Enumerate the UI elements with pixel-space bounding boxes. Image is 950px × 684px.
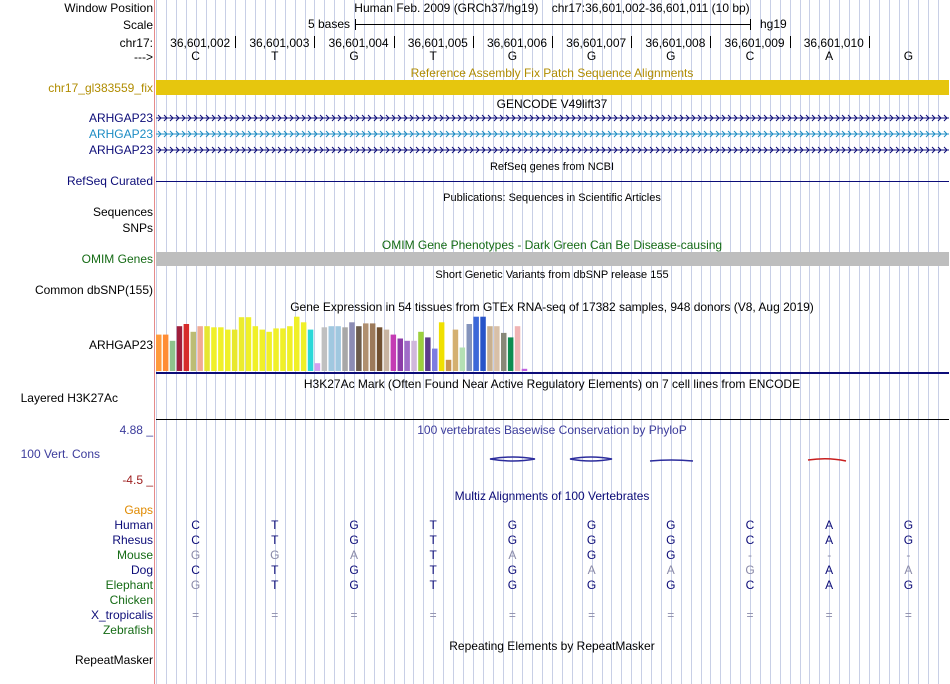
- multiz-aligned-base: A: [666, 563, 675, 577]
- multiz-species-label[interactable]: Chicken: [109, 593, 153, 607]
- multiz-aligned-base: G: [190, 578, 201, 592]
- gtex-tissue-bar[interactable]: [273, 328, 279, 371]
- multiz-aligned-base: -: [906, 548, 911, 562]
- refseq-track-label[interactable]: RefSeq Curated: [66, 174, 153, 188]
- multiz-aligned-base: T: [429, 548, 437, 562]
- multiz-aligned-base: G: [903, 518, 914, 532]
- label-divider: [154, 0, 155, 684]
- gtex-tissue-bar[interactable]: [467, 324, 473, 371]
- refseq-track-title[interactable]: RefSeq genes from NCBI: [489, 161, 615, 173]
- publications-snps-label[interactable]: SNPs: [122, 221, 153, 235]
- h3k27ac-track-title[interactable]: H3K27Ac Mark (Often Found Near Active Regulatory Elements) on 7 cell lines from ENCODE: [303, 377, 801, 391]
- gtex-tissue-bar[interactable]: [177, 326, 183, 371]
- gtex-tissue-bar[interactable]: [218, 327, 224, 371]
- multiz-aligned-base: G: [666, 578, 676, 592]
- multiz-aligned-base: C: [745, 518, 755, 532]
- multiz-aligned-base: =: [429, 608, 437, 622]
- reference-base: C: [191, 49, 200, 63]
- multiz-aligned-base: C: [745, 578, 755, 592]
- multiz-aligned-base: C: [745, 533, 755, 547]
- gtex-tissue-bar[interactable]: [480, 317, 486, 371]
- multiz-aligned-base: C: [191, 563, 200, 577]
- multiz-aligned-base: G: [666, 533, 676, 547]
- gtex-tissue-bar[interactable]: [260, 330, 266, 371]
- multiz-aligned-base: G: [349, 533, 359, 547]
- multiz-aligned-base: A: [904, 563, 913, 577]
- multiz-aligned-base: A: [587, 563, 596, 577]
- multiz-aligned-base: -: [748, 548, 752, 562]
- gtex-tissue-bar[interactable]: [308, 330, 314, 371]
- multiz-aligned-base: G: [507, 563, 518, 577]
- reference-base: G: [903, 49, 914, 63]
- multiz-aligned-base: G: [586, 518, 597, 532]
- phylop-peak-1: [490, 457, 535, 461]
- multiz-species-label[interactable]: Zebrafish: [102, 623, 153, 637]
- gtex-tissue-bar[interactable]: [494, 326, 500, 371]
- multiz-aligned-base: G: [507, 533, 518, 547]
- multiz-aligned-base: A: [508, 548, 517, 562]
- refseq-gene-line[interactable]: [156, 181, 949, 182]
- scale-bar-left-tick: [355, 19, 356, 30]
- gtex-tissue-bar[interactable]: [501, 333, 507, 371]
- multiz-aligned-base: G: [270, 548, 280, 562]
- gtex-tissue-bar[interactable]: [197, 326, 203, 371]
- gtex-tissue-bar[interactable]: [266, 332, 272, 371]
- coordinate-tick-label: 36,601,003: [249, 36, 310, 50]
- coordinate-tick: [473, 36, 474, 48]
- fix-patch-track-label[interactable]: chr17_gl383559_fix: [48, 81, 153, 95]
- multiz-species-label[interactable]: Mouse: [116, 548, 153, 562]
- coordinate-tick: [710, 36, 711, 48]
- multiz-aligned-base: G: [666, 518, 676, 532]
- gtex-tissue-bar[interactable]: [349, 322, 355, 371]
- gtex-tissue-bar[interactable]: [398, 339, 404, 372]
- multiz-aligned-base: =: [350, 608, 358, 622]
- multiz-aligned-base: =: [588, 608, 596, 622]
- strand-arrow-label: --->: [134, 50, 153, 64]
- reference-base: C: [745, 49, 755, 63]
- gencode-transcripts[interactable]: [156, 110, 949, 158]
- reference-base: G: [586, 49, 597, 63]
- gtex-tissue-bar[interactable]: [377, 327, 383, 371]
- multiz-aligned-base: T: [271, 563, 279, 577]
- h3k27ac-track-label[interactable]: Layered H3K27Ac: [20, 391, 118, 405]
- multiz-aligned-base: A: [825, 578, 834, 592]
- coordinate-tick-label: 36,601,004: [328, 36, 389, 50]
- coordinate-tick: [235, 36, 236, 48]
- multiz-aligned-base: G: [903, 578, 914, 592]
- omim-gene-bar[interactable]: [156, 252, 949, 266]
- multiz-aligned-base: T: [429, 533, 437, 547]
- scale-db-label: hg19: [760, 17, 787, 31]
- coordinate-tick-label: 36,601,009: [724, 36, 785, 50]
- phylop-min-label: -4.5 _: [122, 473, 153, 487]
- multiz-species-label[interactable]: Human: [114, 518, 153, 532]
- gencode-gene-label-2[interactable]: ARHGAP23: [88, 127, 153, 141]
- multiz-aligned-base: G: [903, 533, 914, 547]
- gtex-tissue-bar[interactable]: [253, 326, 259, 371]
- gtex-tissue-bar[interactable]: [204, 326, 210, 371]
- gtex-tissue-bar[interactable]: [322, 327, 328, 371]
- gtex-tissue-bar[interactable]: [335, 326, 341, 371]
- gtex-tissue-bar[interactable]: [232, 330, 238, 371]
- publications-track-title[interactable]: Publications: Sequences in Scientific Articles: [443, 192, 661, 204]
- multiz-aligned-base: G: [586, 533, 597, 547]
- scale-label: Scale: [122, 18, 153, 32]
- gtex-tissue-bar[interactable]: [191, 332, 197, 371]
- reference-base: T: [429, 49, 437, 63]
- gtex-tissue-bar[interactable]: [487, 326, 493, 371]
- gencode-gene-label-1[interactable]: ARHGAP23: [88, 111, 153, 125]
- gtex-tissue-bar[interactable]: [301, 322, 307, 371]
- publications-sequences-label[interactable]: Sequences: [92, 205, 153, 219]
- multiz-aligned-base: =: [192, 608, 200, 622]
- window-position-label: Window Position: [64, 1, 153, 15]
- dbsnp-track-label[interactable]: Common dbSNP(155): [34, 283, 153, 297]
- multiz-species-label[interactable]: Gaps: [124, 503, 153, 517]
- gtex-tissue-bar[interactable]: [460, 348, 466, 372]
- multiz-aligned-base: T: [429, 518, 437, 532]
- gtex-tissue-bar[interactable]: [384, 330, 390, 371]
- scale-bar-right-tick: [750, 19, 751, 30]
- gtex-tissue-bar[interactable]: [280, 328, 286, 371]
- gtex-tissue-bar[interactable]: [446, 360, 452, 371]
- phylop-peak-3: [650, 460, 693, 461]
- multiz-aligned-base: =: [825, 608, 833, 622]
- gtex-tissue-bar[interactable]: [342, 327, 348, 371]
- phylop-signal[interactable]: [156, 452, 949, 468]
- gtex-tissue-bar[interactable]: [411, 341, 417, 371]
- multiz-aligned-base: G: [666, 548, 676, 562]
- phylop-track-label[interactable]: 100 Vert. Cons: [20, 447, 100, 461]
- repeatmasker-track-title[interactable]: Repeating Elements by RepeatMasker: [449, 639, 655, 653]
- multiz-aligned-base: =: [271, 608, 279, 622]
- gtex-gene-label[interactable]: ARHGAP23: [88, 338, 153, 352]
- multiz-aligned-base: T: [429, 563, 437, 577]
- multiz-aligned-base: G: [349, 518, 359, 532]
- gtex-tissue-bar[interactable]: [287, 326, 293, 371]
- position-readout: [156, 1, 948, 15]
- multiz-aligned-base: T: [429, 578, 437, 592]
- gtex-tissue-bar[interactable]: [425, 337, 431, 371]
- coordinate-tick: [631, 36, 632, 48]
- multiz-aligned-base: =: [746, 608, 754, 622]
- phylop-max-label: 4.88 _: [119, 423, 153, 437]
- repeatmasker-track-label[interactable]: RepeatMasker: [74, 653, 153, 667]
- multiz-aligned-base: G: [507, 578, 518, 592]
- multiz-aligned-base: =: [508, 608, 516, 622]
- phylop-track-title[interactable]: 100 vertebrates Basewise Conservation by PhyloP: [417, 423, 687, 437]
- coordinate-tick: [314, 36, 315, 48]
- gtex-tissue-bar[interactable]: [473, 317, 479, 371]
- gtex-tissue-bar[interactable]: [156, 335, 162, 371]
- multiz-aligned-base: G: [586, 578, 597, 592]
- gtex-tissue-bar[interactable]: [515, 326, 521, 371]
- omim-track-label[interactable]: OMIM Genes: [81, 252, 153, 266]
- h3k27ac-baseline: [156, 419, 949, 420]
- multiz-aligned-base: A: [825, 533, 834, 547]
- gtex-tissue-bar[interactable]: [246, 317, 252, 371]
- reference-base: G: [349, 49, 359, 63]
- coordinate-tick-label: 36,601,006: [486, 36, 547, 50]
- gtex-tissue-bar[interactable]: [404, 341, 410, 371]
- multiz-aligned-base: A: [349, 548, 358, 562]
- phylop-negative-peak: [808, 459, 846, 461]
- multiz-track-title[interactable]: Multiz Alignments of 100 Vertebrates: [454, 489, 650, 503]
- multiz-aligned-base: G: [586, 548, 597, 562]
- multiz-species-label[interactable]: Dog: [130, 563, 153, 577]
- multiz-aligned-base: C: [191, 533, 200, 547]
- fix-patch-track-title[interactable]: Reference Assembly Fix Patch Sequence Alignments: [410, 66, 694, 80]
- gtex-tissue-bar[interactable]: [453, 330, 459, 371]
- gencode-track-title[interactable]: GENCODE V49lift37: [496, 97, 608, 111]
- gtex-tissue-bar[interactable]: [391, 335, 397, 371]
- multiz-aligned-base: =: [667, 608, 675, 622]
- coordinate-tick-label: 36,601,008: [645, 36, 706, 50]
- assembly-name: Human Feb. 2009 (GRCh37/hg19): [354, 1, 539, 15]
- phylop-peak-2: [570, 457, 612, 461]
- reference-base: G: [666, 49, 676, 63]
- fix-patch-alignment-bar[interactable]: [156, 80, 949, 95]
- gtex-tissue-bar[interactable]: [315, 363, 321, 371]
- multiz-aligned-base: A: [825, 563, 834, 577]
- dbsnp-track-title[interactable]: Short Genetic Variants from dbSNP release 155: [435, 269, 669, 281]
- gtex-gene-model-line[interactable]: [156, 372, 949, 374]
- multiz-aligned-base: T: [271, 578, 279, 592]
- coordinate-tick: [552, 36, 553, 48]
- coordinate-tick-label: 36,601,007: [566, 36, 627, 50]
- gtex-expression-barchart[interactable]: [156, 314, 556, 374]
- gtex-tissue-bar[interactable]: [225, 330, 231, 371]
- multiz-species-label[interactable]: Rhesus: [112, 533, 153, 547]
- gtex-tissue-bar[interactable]: [356, 326, 362, 371]
- multiz-aligned-base: C: [191, 518, 200, 532]
- gtex-tissue-bar[interactable]: [522, 369, 528, 371]
- gtex-tissue-bar[interactable]: [439, 322, 445, 371]
- scale-bar-text: 5 bases: [307, 17, 350, 31]
- coordinate-tick-label: 36,601,002: [170, 36, 231, 50]
- multiz-aligned-base: G: [190, 548, 201, 562]
- omim-track-title[interactable]: OMIM Gene Phenotypes - Dark Green Can Be Disease-causing: [381, 238, 723, 252]
- multiz-aligned-base: G: [745, 563, 755, 577]
- multiz-aligned-base: T: [271, 533, 279, 547]
- gtex-tissue-bar[interactable]: [329, 326, 335, 371]
- multiz-aligned-base: A: [825, 518, 834, 532]
- reference-base: A: [825, 49, 834, 63]
- gtex-tissue-bar[interactable]: [163, 335, 169, 371]
- reference-base: G: [507, 49, 518, 63]
- coordinate-tick-label: 36,601,010: [803, 36, 864, 50]
- multiz-species-label[interactable]: Elephant: [105, 578, 153, 592]
- gtex-tissue-bar[interactable]: [170, 341, 176, 371]
- gtex-track-title[interactable]: Gene Expression in 54 tissues from GTEx RNA-seq of 17382 samples, 948 donors (V8, Aug 2019): [290, 300, 814, 314]
- position-coordinates: chr17:36,601,002-36,601,011 (10 bp): [551, 1, 750, 15]
- multiz-aligned-base: -: [827, 548, 832, 562]
- chrom-label: chr17:: [119, 36, 153, 50]
- multiz-species-label[interactable]: X_tropicalis: [90, 608, 153, 622]
- gtex-tissue-bar[interactable]: [239, 317, 245, 371]
- scale-bar: [355, 24, 751, 25]
- gtex-tissue-bar[interactable]: [418, 332, 424, 371]
- coordinate-tick: [394, 36, 395, 48]
- gtex-tissue-bar[interactable]: [363, 323, 369, 371]
- multiz-aligned-base: G: [349, 578, 359, 592]
- gtex-tissue-bar[interactable]: [370, 323, 376, 371]
- coordinate-tick: [790, 36, 791, 48]
- coordinate-tick-label: 36,601,005: [407, 36, 468, 50]
- gencode-gene-label-3[interactable]: ARHGAP23: [88, 143, 153, 157]
- multiz-aligned-base: T: [271, 518, 279, 532]
- gtex-tissue-bar[interactable]: [508, 337, 514, 371]
- coordinate-tick: [869, 36, 870, 48]
- gtex-tissue-bar[interactable]: [211, 327, 217, 371]
- gtex-tissue-bar[interactable]: [294, 317, 300, 371]
- multiz-aligned-base: G: [349, 563, 359, 577]
- reference-base: T: [271, 49, 279, 63]
- multiz-aligned-base: G: [507, 518, 518, 532]
- multiz-aligned-base: =: [904, 608, 912, 622]
- gtex-tissue-bar[interactable]: [432, 349, 438, 371]
- gtex-tissue-bar[interactable]: [184, 324, 190, 371]
